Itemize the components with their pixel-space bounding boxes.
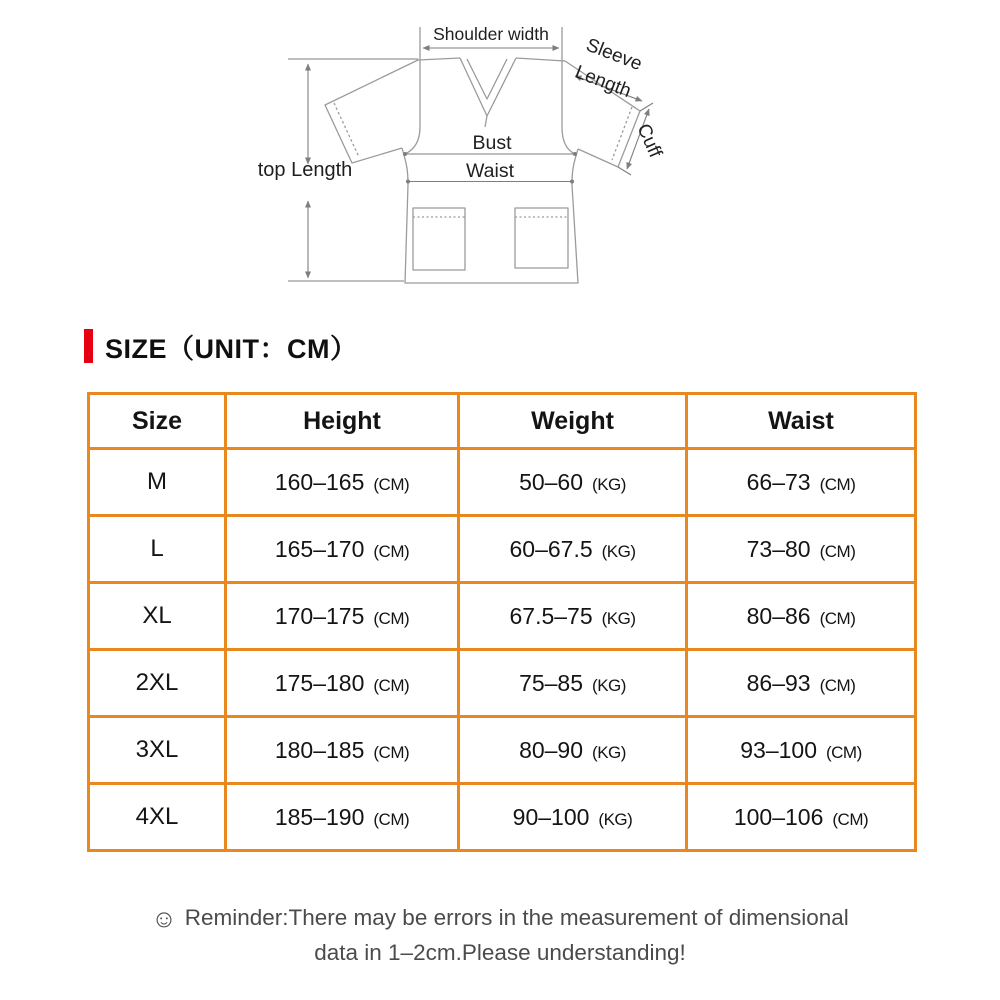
reminder-line2: data in 1–2cm.Please understanding! [314,940,686,965]
cell-height: 175–180 (CM) [226,650,459,717]
cell-waist: 93–100 (CM) [687,717,916,784]
top-length-label: top Length [257,159,353,181]
cell-size: 2XL [89,650,226,717]
cell-weight: 75–85 (KG) [459,650,687,717]
cell-height: 170–175 (CM) [226,583,459,650]
table-row [89,449,916,516]
cell-height: 185–190 (CM) [226,784,459,851]
right-cuff-stitch [612,107,632,160]
cell-weight: 50–60 (KG) [459,449,687,516]
cuff-extension [618,167,631,175]
cell-weight: 80–90 (KG) [459,717,687,784]
garment-outline [325,27,640,283]
table-row [89,784,916,851]
left-pocket [413,208,465,270]
cell-waist: 66–73 (CM) [687,449,916,516]
left-armhole-seam [405,27,420,154]
cell-waist: 100–106 (CM) [687,784,916,851]
table-row [89,717,916,784]
reminder-line1 [0,901,1000,936]
section-title: SIZE（UNIT：CM） [105,333,358,364]
table-row [89,583,916,650]
reminder-text-1: Reminder:There may be errors in the measurement of dimensional [184,905,849,930]
smiley-icon: ☺ [151,905,177,933]
table-row [89,650,916,717]
waist-label: Waist [465,160,515,182]
table-row [89,516,916,583]
cuff-label: Cuff [632,120,666,161]
sleeve-length-label-line2: Length [572,61,634,103]
table-header-row [89,394,916,449]
size-section-heading [84,327,358,365]
cell-weight: 60–67.5 (KG) [459,516,687,583]
size-table [87,392,917,852]
cell-waist: 80–86 (CM) [687,583,916,650]
cell-size: XL [89,583,226,650]
scrub-top-drawing [240,15,710,310]
left-cuff-stitch [334,103,359,157]
cell-height: 165–170 (CM) [226,516,459,583]
red-accent-bar [84,329,93,363]
cell-height: 180–185 (CM) [226,717,459,784]
reminder-note [0,901,1000,969]
cell-size: 3XL [89,717,226,784]
sleeve-length-label-line1: Sleeve [583,34,645,76]
cell-size: 4XL [89,784,226,851]
header-weight: Weight [459,394,687,449]
right-armhole-seam [562,27,575,154]
cell-waist: 73–80 (CM) [687,516,916,583]
cell-size: M [89,449,226,516]
bust-label: Bust [472,132,512,154]
header-size: Size [89,394,226,449]
cell-height: 160–165 (CM) [226,449,459,516]
header-height: Height [226,394,459,449]
cell-weight: 67.5–75 (KG) [459,583,687,650]
cell-weight: 90–100 (KG) [459,784,687,851]
garment-measurement-diagram [240,15,710,310]
cell-size: L [89,516,226,583]
header-waist: Waist [687,394,916,449]
shoulder-width-label: Shoulder width [433,24,549,44]
collar-outer-v [460,58,516,116]
left-sleeve [325,60,418,163]
sleeve-extension [640,103,653,111]
collar-inner-v [467,59,507,99]
cell-waist: 86–93 (CM) [687,650,916,717]
